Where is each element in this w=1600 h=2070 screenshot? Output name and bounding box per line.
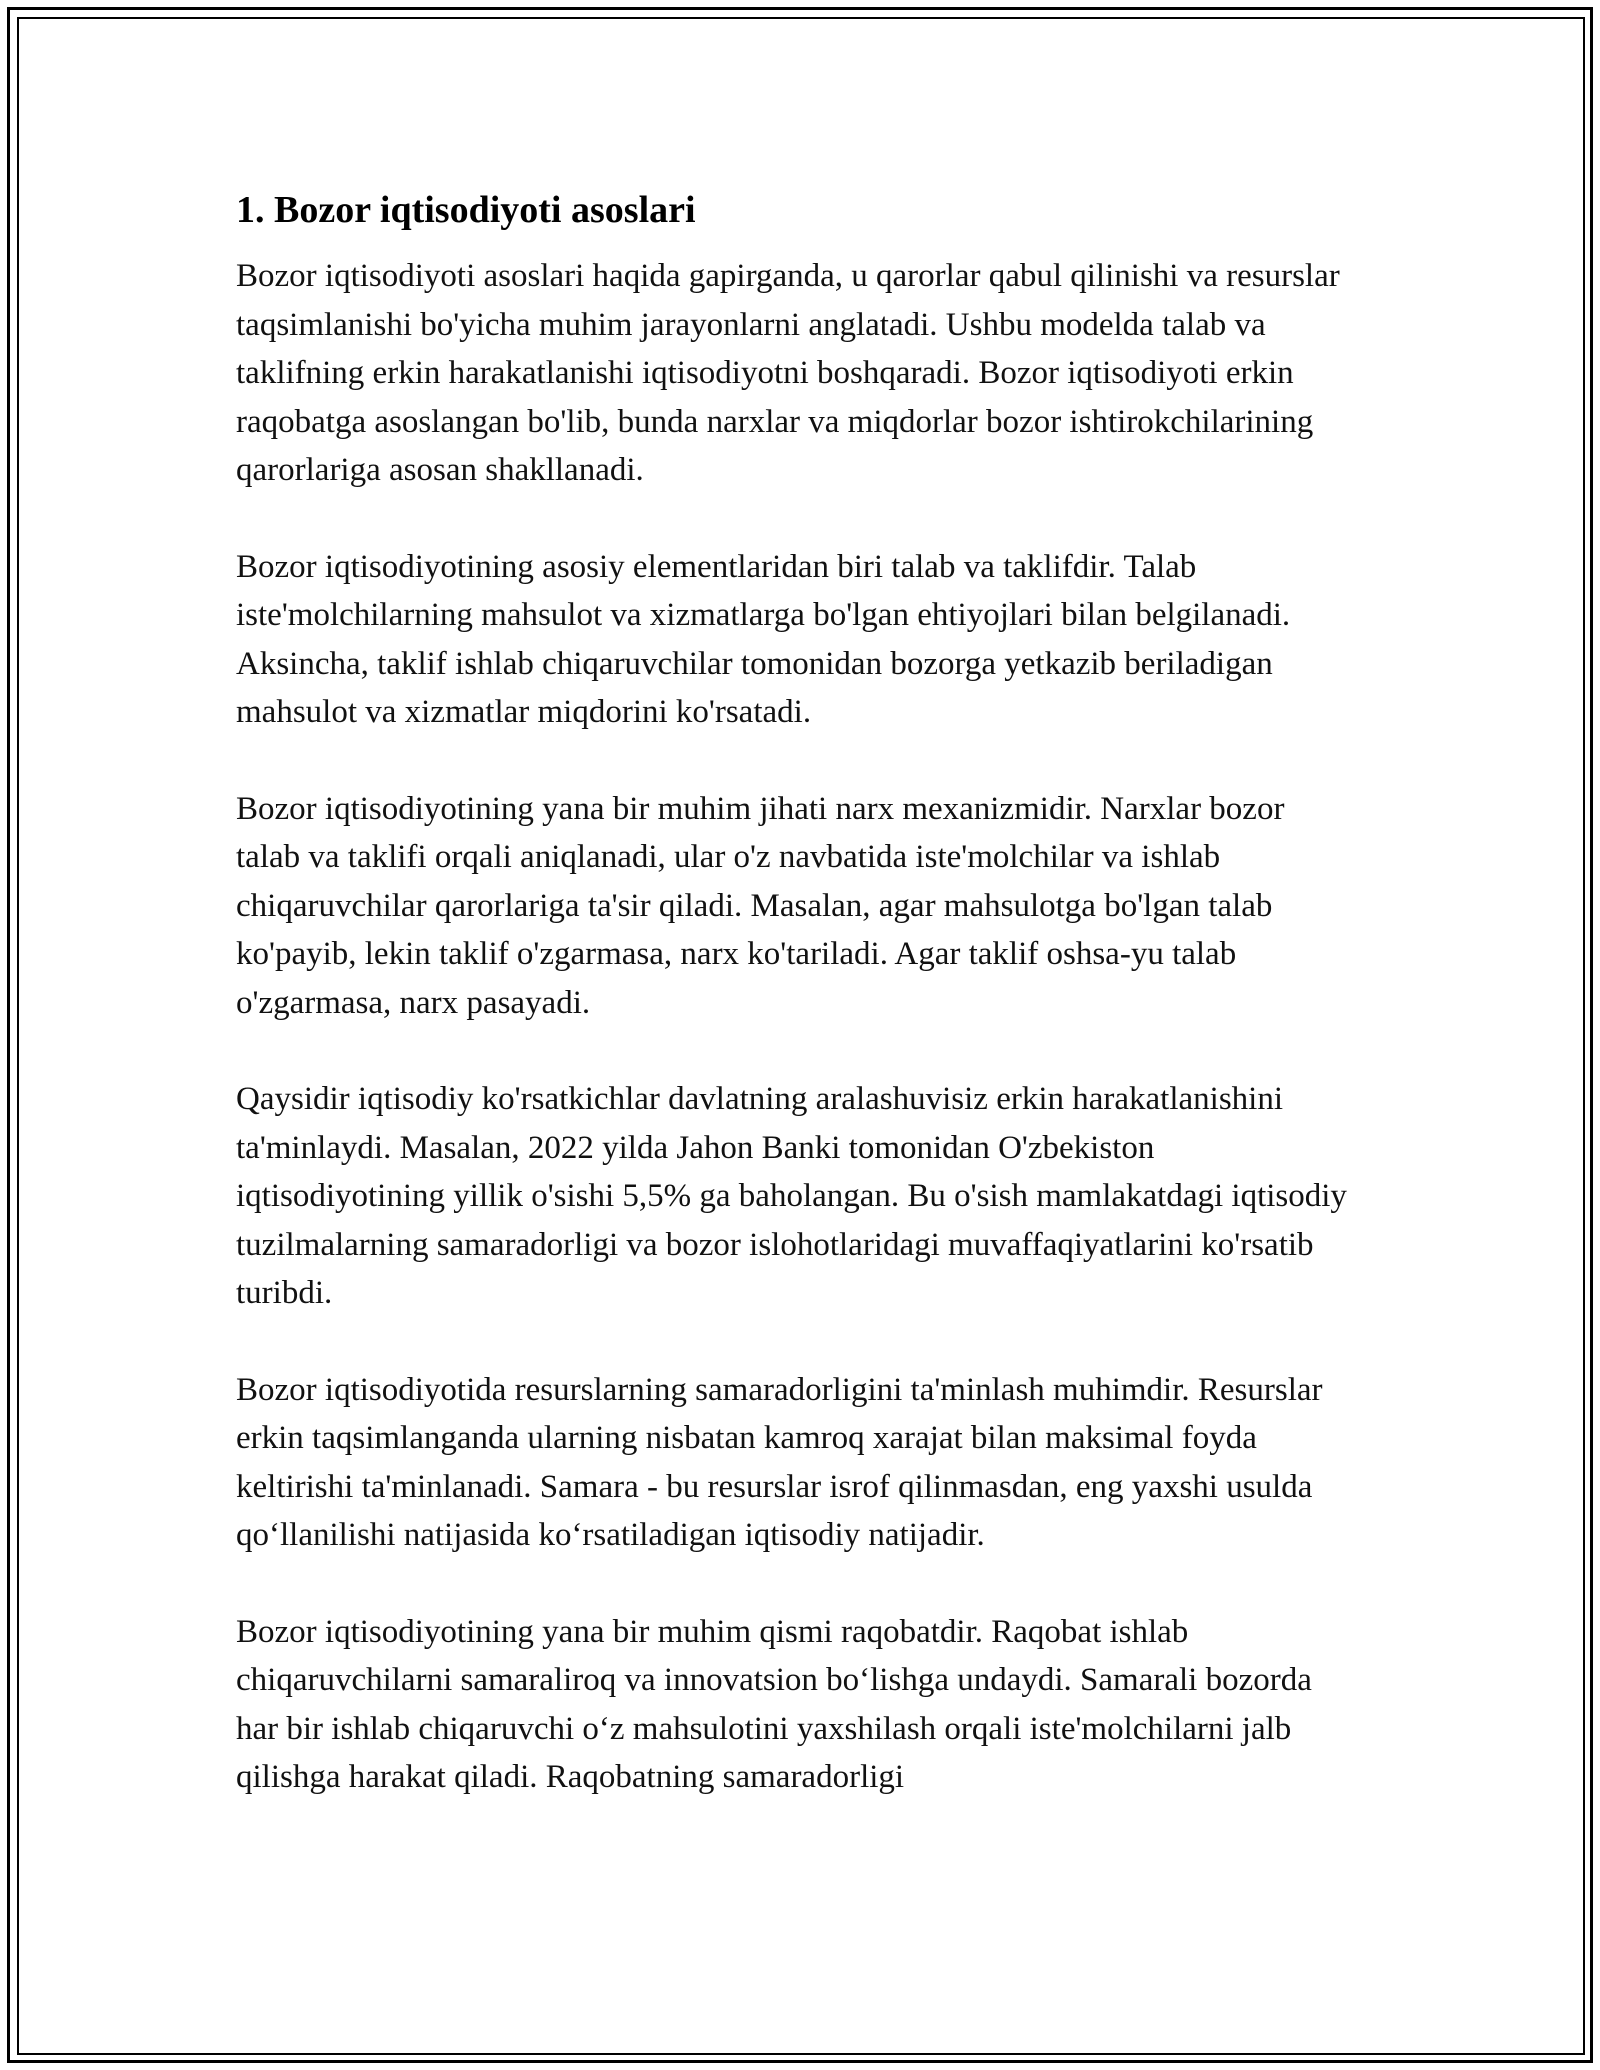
document-body bbox=[236, 186, 1356, 1850]
paragraph-2: Bozor iqtisodiyotining asosiy elementlaridan biri talab va taklifdir. Talab iste'molchilarning mahsulot va xizmatlarga bo'lgan ehtiyojlari bilan belgilanadi. Aksincha, taklif ishlab chiqaruvchilar tomonidan bozorga yetkazib beriladigan mahsulot va xizmatlar miqdorini ko'rsatadi. bbox=[236, 548, 1291, 730]
paragraph-4: Qaysidir iqtisodiy ko'rsatkichlar davlatning aralashuvisiz erkin harakatlanishini ta'minlaydi. Masalan, 2022 yilda Jahon Banki tomonidan O'zbekiston iqtisodiyotining yillik o'sishi 5,5% ga baholangan. Bu o'sish mamlakatdagi iqtisodiy tuzilmalarning samaradorligi va bozor islohotlaridagi muvaffaqiyatlarini ko'rsatib turibdi. bbox=[236, 1081, 1347, 1311]
paragraph-3: Bozor iqtisodiyotining yana bir muhim jihati narx mexanizmidir. Narxlar bozor talab va taklifi orqali aniqlanadi, ular o'z navbatida iste'molchilar va ishlab chiqaruvchilar qarorlariga ta'sir qiladi. Masalan, agar mahsulotga bo'lgan talab ko'payib, lekin taklif o'zgarmasa, narx ko'tariladi. Agar taklif oshsa-yu talab o'zgarmasa, narx pasayadi. bbox=[236, 790, 1285, 1021]
section-heading: 1. Bozor iqtisodiyoti asoslari bbox=[236, 189, 696, 231]
paragraph-5: Bozor iqtisodiyotida resurslarning samaradorligini ta'minlash muhimdir. Resurslar erkin taqsimlanganda ularning nisbatan kamroq xarajat bilan maksimal foyda keltirishi ta'minlanadi. Samara - bu resurslar isrof qilinmasdan, eng yaxshi usulda qo‘llanilishi natijasida ko‘rsatiladigan iqtisodiy natijadir. bbox=[236, 1371, 1323, 1553]
paragraph-1: Bozor iqtisodiyoti asoslari haqida gapirganda, u qarorlar qabul qilinishi va resurslar taqsimlanishi bo'yicha muhim jarayonlarni anglatadi. Ushbu modelda talab va taklifning erkin harakatlanishi iqtisodiyotni boshqaradi. Bozor iqtisodiyoti erkin raqobatga asoslangan bo'lib, bunda narxlar va miqdorlar bozor ishtirokchilarining qarorlariga asosan shakllanadi. bbox=[236, 258, 1340, 488]
paragraph-6: Bozor iqtisodiyotining yana bir muhim qismi raqobatdir. Raqobat ishlab chiqaruvchilarni samaraliroq va innovatsion bo‘lishga undaydi. Samarali bozorda har bir ishlab chiqaruvchi o‘z mahsulotini yaxshilash orqali iste'molchilarni jalb qilishga harakat qiladi. Raqobatning samaradorligi bbox=[236, 1613, 1312, 1795]
